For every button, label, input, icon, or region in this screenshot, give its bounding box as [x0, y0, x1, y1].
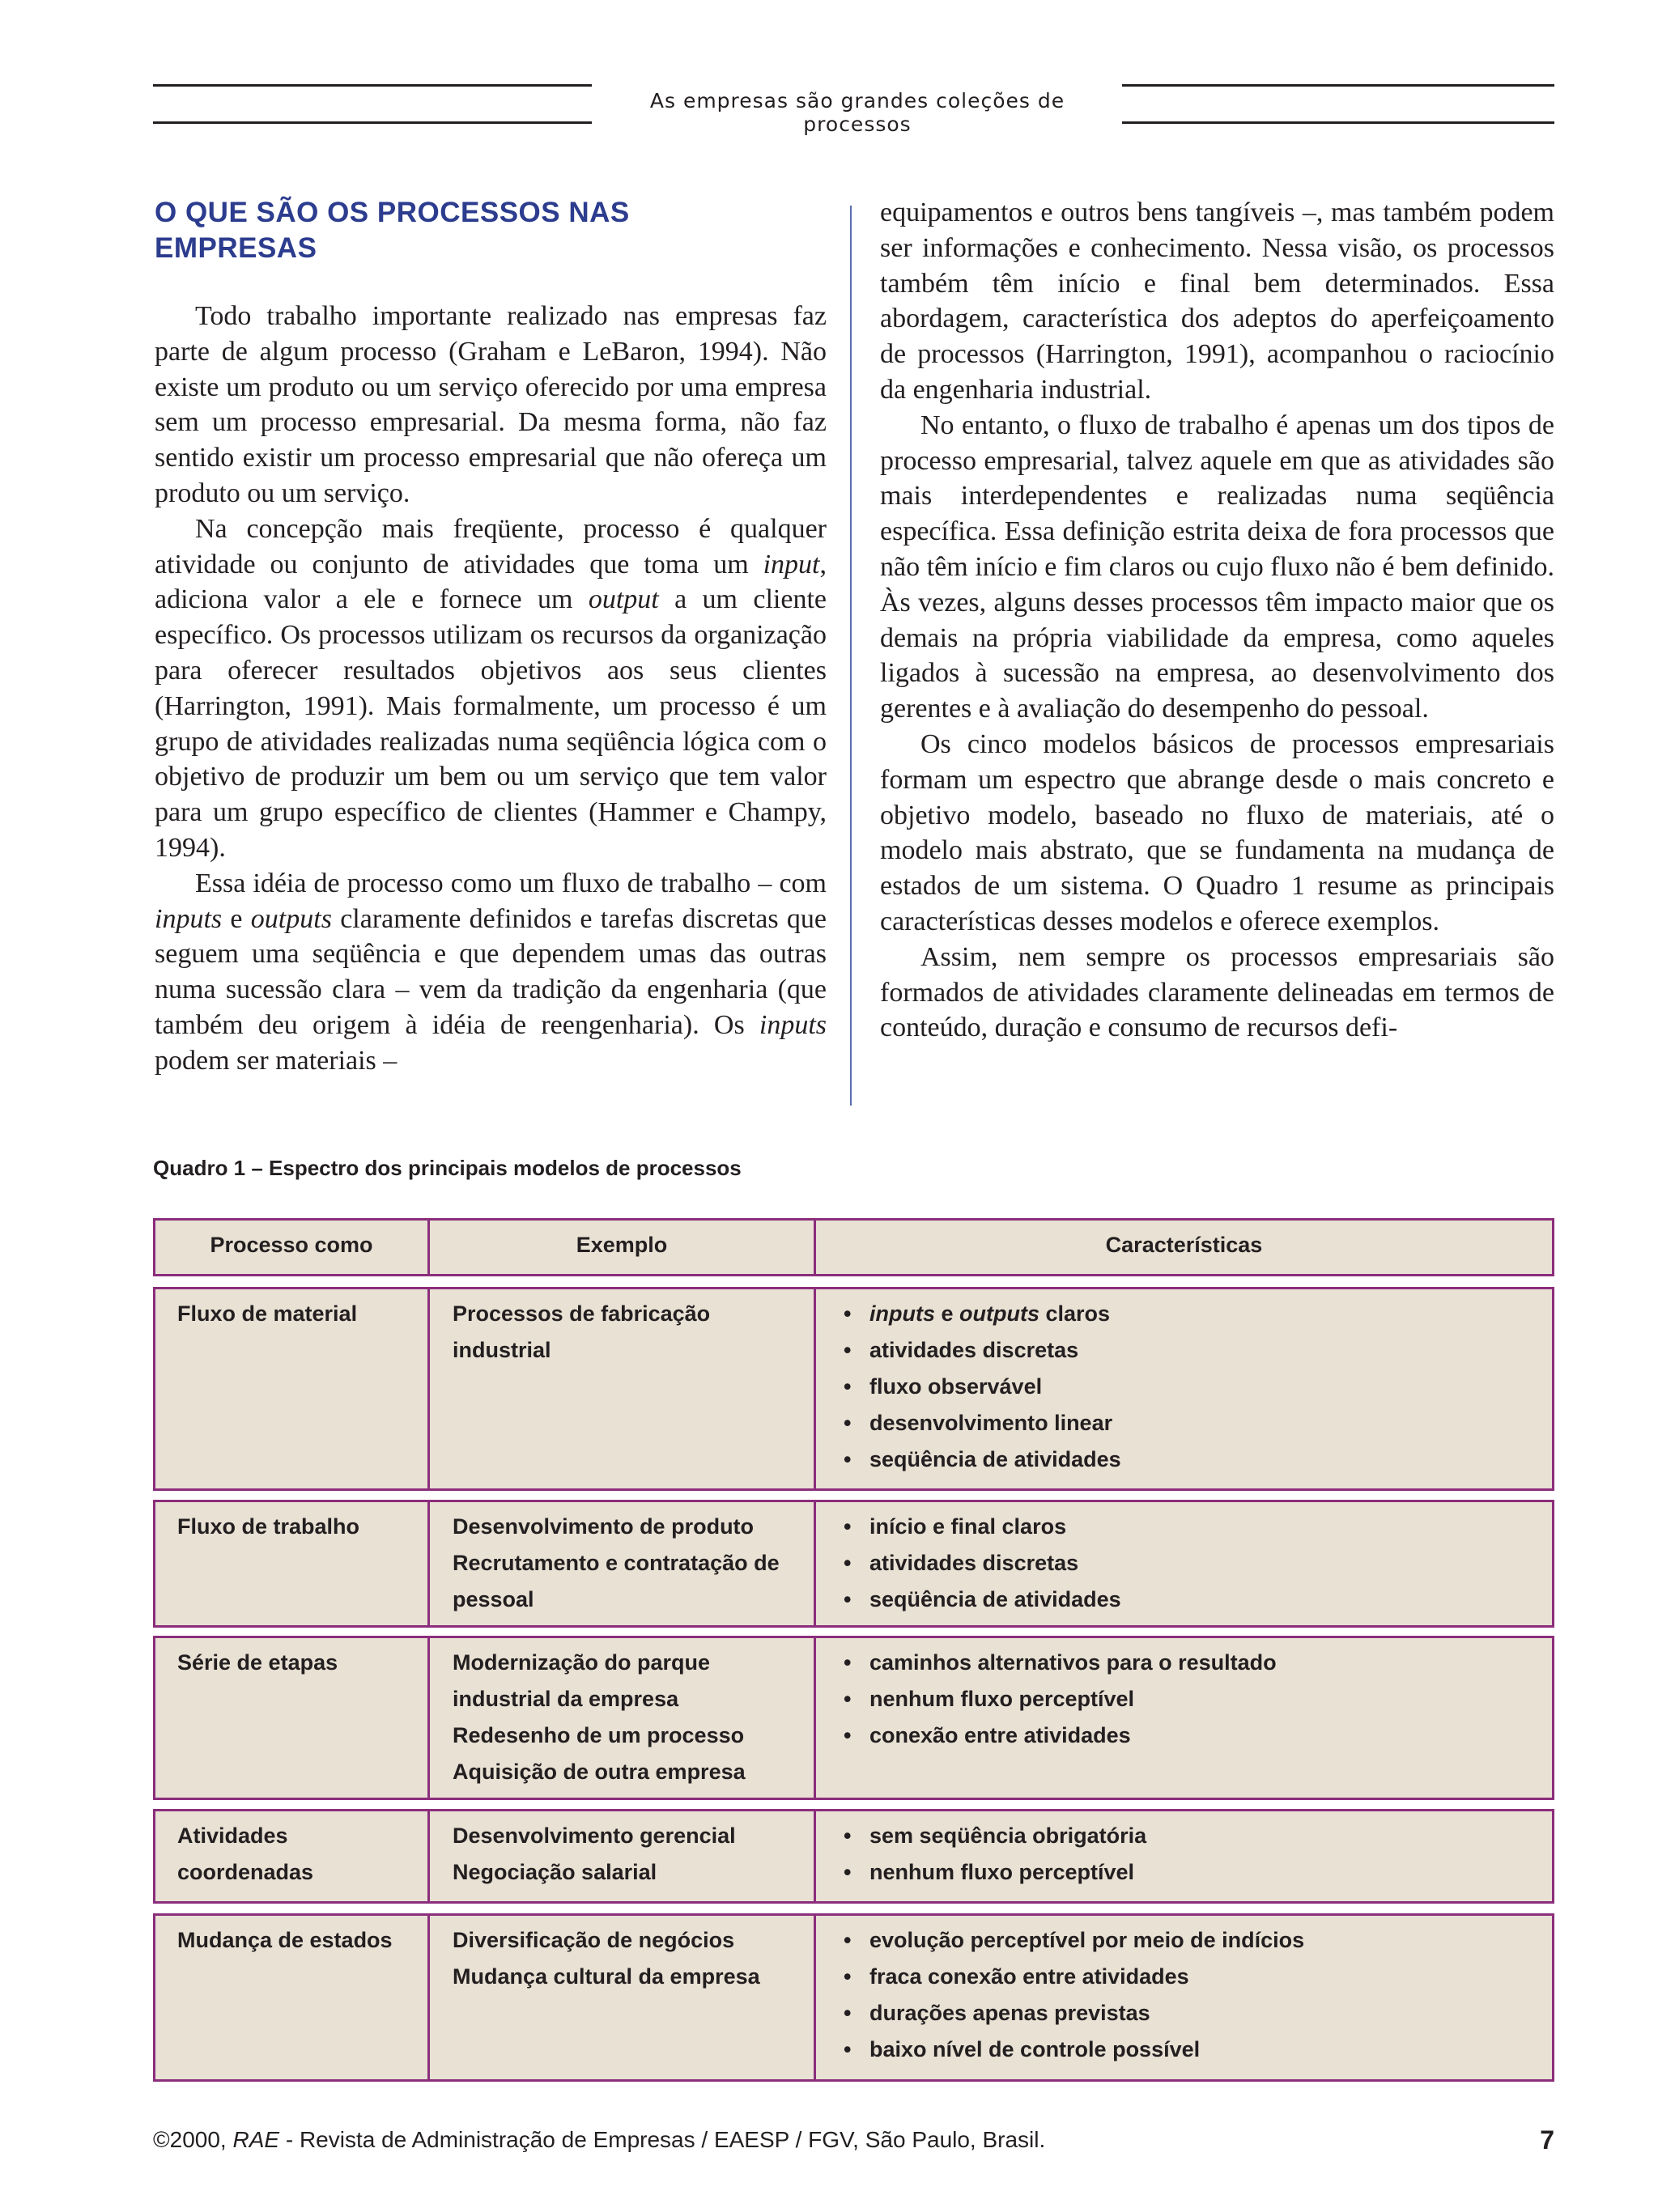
processo-cell: Fluxo de material [155, 1289, 430, 1488]
bullet: • [844, 1723, 852, 1747]
bullet: • [844, 1860, 852, 1884]
running-head [153, 81, 1554, 136]
table-row [153, 1287, 1554, 1491]
bullet: • [844, 1374, 852, 1399]
processo-cell: Série de etapas [155, 1638, 430, 1798]
bullet: • [844, 1964, 852, 1989]
running-head-text: As empresas são grandes coleções de processos [649, 89, 1065, 136]
section-title-line: EMPRESAS [155, 232, 317, 264]
caracteristicas-cell: • sem seqüência obrigatória • nenhum fluxo perceptível [816, 1811, 1552, 1901]
bullet: • [844, 1687, 852, 1711]
page-number: 7 [1540, 2125, 1554, 2155]
processo-cell: Atividades coordenadas [155, 1811, 430, 1901]
paragraph: Os cinco modelos básicos de processos empresariais formam um espectro que abrange desde o mais concreto e objetivo modelo, baseado no fluxo de materiais, até o modelo mais abstrato, que se fundamenta na mudança de estados de um sistema. O Quadro 1 resume as principais características desses modelos e oferece exemplos. [880, 728, 1554, 936]
exemplo-cell: Modernização do parque industrial da empresa Redesenho de um processo Aquisição de outra empresa [430, 1638, 816, 1798]
header-cell: Exemplo [430, 1221, 816, 1274]
paragraph: Assim, nem sempre os processos empresariais são formados de atividades claramente delineadas em termos de conteúdo, duração e consumo de recursos defi- [880, 941, 1554, 1043]
table-row [153, 1500, 1554, 1628]
bullet: • [844, 1551, 852, 1575]
rule-line [153, 84, 592, 87]
table-header [153, 1218, 1554, 1276]
bullet: • [844, 2001, 852, 2025]
table-row [153, 1913, 1554, 2082]
bullet: • [844, 1824, 852, 1848]
paragraph: Todo trabalho importante realizado nas empresas faz parte de algum processo (Graham e LeBaron, 1994). Não existe um produto ou um serviço oferecido por uma empresa sem um processo empresarial. Da mesma forma, não faz sentido existir um processo empresarial que não ofereça um produto ou um serviço. [155, 301, 827, 508]
bullet: • [844, 1650, 852, 1675]
caracteristicas-cell: • início e final claros • atividades discretas • seqüência de atividades [816, 1502, 1552, 1625]
caracteristicas-cell: • inputs e outputs claros • atividades discretas • fluxo observável • desenvolvimento linear • seqüência de atividades [816, 1289, 1552, 1488]
processo-cell: Mudança de estados [155, 1916, 430, 2079]
bullet: • [844, 1447, 852, 1471]
bullet: • [844, 1338, 852, 1362]
bullet: • [844, 1411, 852, 1435]
bullet: • [844, 1928, 852, 1952]
paragraph: equipamentos e outros bens tangíveis –, mas também podem ser informações e conhecimento. Nessa visão, os processos também têm início e final bem determinados. Essa abordagem, característica dos adeptos do aperfeiçoamento de processos (Harrington, 1991), acompanhou o raciocínio da engenharia industrial. [880, 197, 1554, 405]
paragraph: Essa idéia de processo como um fluxo de trabalho – com inputs e outputs claramente definidos e tarefas discretas que seguem uma seqüência e que dependem umas das outras numa sucessão clara – vem da tradição da engenharia (que também deu origem à idéia de reengenharia). Os inputs podem ser materiais – [155, 868, 827, 1076]
column-divider [850, 206, 852, 1106]
bullet: • [844, 2037, 852, 2061]
right-column [880, 195, 1554, 1046]
processo-cell: Fluxo de trabalho [155, 1502, 430, 1625]
quadro-caption: Quadro 1 – Espectro dos principais modelos de processos [153, 1156, 742, 1180]
exemplo-cell: Desenvolvimento de produto Recrutamento e contratação de pessoal [430, 1502, 816, 1625]
paragraph: Na concepção mais freqüente, processo é qualquer atividade ou conjunto de atividades que toma um input, adiciona valor a ele e fornece um output a um cliente específico. Os processos utilizam os recursos da organização para oferecer resultados objetivos aos seus clientes (Harrington, 1991). Mais formalmente, um processo é um grupo de atividades realizadas numa seqüência lógica com o objetivo de produzir um bem ou um serviço que tem valor para um grupo específico de clientes (Hammer e Champy, 1994). [155, 513, 827, 863]
header-cell: Características [1105, 1233, 1263, 1257]
bullet: • [844, 1587, 852, 1611]
table-row [153, 1636, 1554, 1800]
left-column [155, 195, 827, 1079]
rule-line [153, 121, 592, 124]
rule-line [1122, 121, 1554, 124]
header-cell: Processo como [155, 1221, 430, 1274]
caracteristicas-cell: • caminhos alternativos para o resultado • nenhum fluxo perceptível • conexão entre atividades [816, 1638, 1552, 1798]
bullet: • [844, 1514, 852, 1539]
exemplo-cell: Desenvolvimento gerencial Negociação salarial [430, 1811, 816, 1901]
rule-line [1122, 84, 1554, 87]
table-row [153, 1809, 1554, 1904]
caracteristicas-cell: • evolução perceptível por meio de indícios • fraca conexão entre atividades • durações apenas previstas • baixo nível de controle possível [816, 1916, 1552, 2079]
bullet: • [844, 1301, 852, 1326]
section-title-line: O QUE SÃO OS PROCESSOS NAS [155, 197, 630, 228]
paragraph: No entanto, o fluxo de trabalho é apenas um dos tipos de processo empresarial, talvez aquele em que as atividades são mais interdependentes e realizadas numa seqüência específica. Essa definição estrita deixa de fora processos que não têm início e fim claros ou cujo fluxo não é bem definido. Às vezes, alguns desses processos têm impacto maior que os demais na própria viabilidade da empresa, como aqueles ligados à sucessão na empresa, ao desenvolvimento dos gerentes e à avaliação do desempenho do pessoal. [880, 410, 1554, 724]
footer-citation: ©2000, RAE - Revista de Administração de Empresas / EAESP / FGV, São Paulo, Brasil. [153, 2127, 1046, 2152]
exemplo-cell: Processos de fabricação industrial [430, 1289, 816, 1488]
exemplo-cell: Diversificação de negócios Mudança cultural da empresa [430, 1916, 816, 2079]
